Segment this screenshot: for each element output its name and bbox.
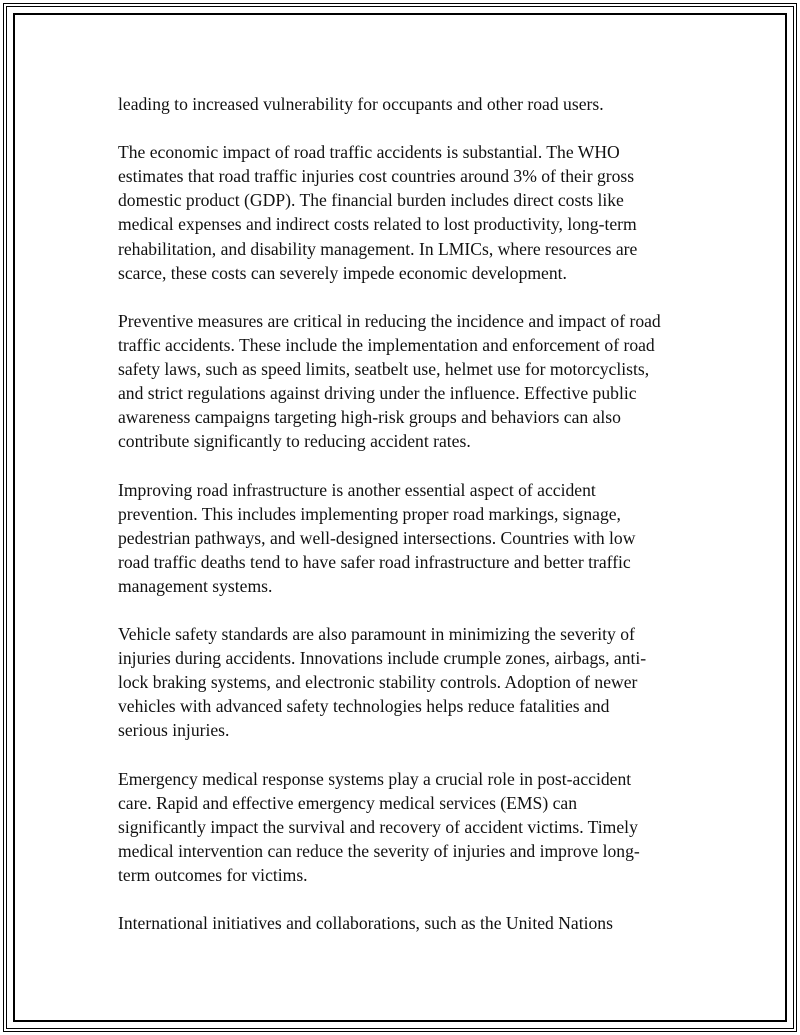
text-line: rehabilitation, and disability management. In LMICs, where resources are bbox=[118, 238, 638, 259]
text-line: medical intervention can reduce the severity of injuries and improve long- bbox=[118, 840, 640, 861]
text-line: Preventive measures are critical in reducing the incidence and impact of road bbox=[118, 310, 661, 331]
paragraph-5 bbox=[118, 622, 693, 742]
text-line: term outcomes for victims. bbox=[118, 865, 308, 885]
text-line: International initiatives and collaborations, such as the United Nations bbox=[118, 913, 613, 934]
text-line: scarce, these costs can severely impede economic development. bbox=[118, 262, 567, 283]
paragraph-3 bbox=[118, 309, 693, 454]
text-line: pedestrian pathways, and well-designed intersections. Countries with low bbox=[118, 527, 636, 548]
text-line: significantly impact the survival and recovery of accident victims. Timely bbox=[118, 816, 638, 837]
text-line: Emergency medical response systems play a crucial role in post-accident bbox=[118, 768, 632, 789]
text-line: road traffic deaths tend to have safer road infrastructure and better traffic bbox=[118, 551, 631, 572]
text-line: domestic product (GDP). The financial burden includes direct costs like bbox=[118, 190, 624, 211]
document-body bbox=[118, 92, 693, 959]
text-line: Improving road infrastructure is another essential aspect of accident bbox=[118, 479, 596, 500]
text-line: management systems. bbox=[118, 575, 273, 596]
text-line: Vehicle safety standards are also paramount in minimizing the severity of bbox=[118, 624, 635, 645]
paragraph-2 bbox=[118, 140, 693, 285]
text-line: awareness campaigns targeting high-risk groups and behaviors can also bbox=[118, 407, 621, 428]
text-line: contribute significantly to reducing accident rates. bbox=[118, 431, 471, 452]
text-line: prevention. This includes implementing proper road markings, signage, bbox=[118, 503, 621, 524]
text-line: The economic impact of road traffic accidents is substantial. The WHO bbox=[118, 142, 620, 163]
paragraph-7 bbox=[118, 911, 693, 935]
text-line: medical expenses and indirect costs related to lost productivity, long-term bbox=[118, 214, 637, 235]
paragraph-6 bbox=[118, 767, 693, 887]
text-line: estimates that road traffic injuries cost countries around 3% of their gross bbox=[118, 166, 635, 187]
paragraph-4 bbox=[118, 478, 693, 598]
text-line: lock braking systems, and electronic stability controls. Adoption of newer bbox=[118, 672, 638, 693]
text-line: leading to increased vulnerability for occupants and other road users. bbox=[118, 94, 604, 114]
text-line: injuries during accidents. Innovations include crumple zones, airbags, anti- bbox=[118, 648, 647, 669]
text-line: vehicles with advanced safety technologies helps reduce fatalities and bbox=[118, 696, 610, 717]
text-line: traffic accidents. These include the implementation and enforcement of road bbox=[118, 334, 655, 355]
text-line: care. Rapid and effective emergency medical services (EMS) can bbox=[118, 792, 578, 813]
text-line: serious injuries. bbox=[118, 720, 230, 741]
text-line: and strict regulations against driving under the influence. Effective public bbox=[118, 383, 637, 404]
paragraph-1 bbox=[118, 92, 693, 116]
text-line: safety laws, such as speed limits, seatbelt use, helmet use for motorcyclists, bbox=[118, 359, 650, 380]
